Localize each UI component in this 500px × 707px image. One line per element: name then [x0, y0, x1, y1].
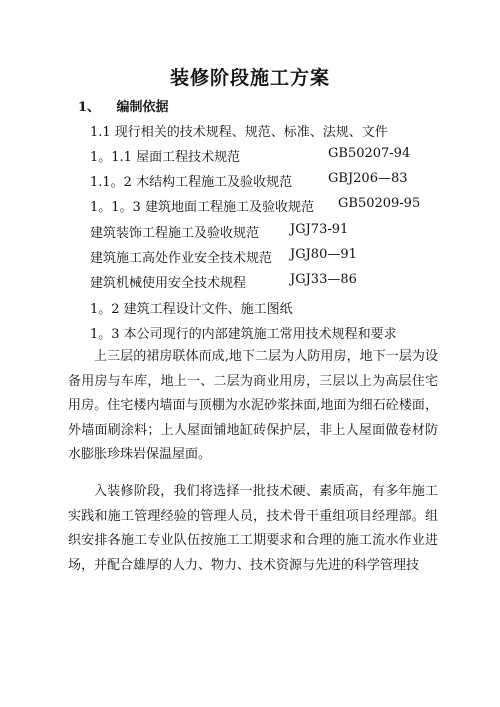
section-number: 1、 — [78, 100, 101, 115]
standard-code: GBJ206—83 — [328, 171, 408, 186]
standard-code: JGJ80—91 — [290, 247, 357, 262]
section-label: 编制依据 — [116, 100, 169, 115]
body-paragraph: 入装修阶段，我们将选择一批技术硬、素质高，有多年施工实践和施工管理经验的管理人员，技术骨干重组项目经理部。组织安排各施工专业队伍按施工工期要求和合理的施工流水作业进场，并配合雄厚的人力、物力、技术资源与先进的科学管理技 — [68, 484, 438, 573]
item-text: 建筑装饰工程施工及验收规范 — [90, 226, 260, 241]
body-paragraph: 上三层的裙房联体而成,地下二层为人防用房，地下一层为设备用房与车库，地上一、二层为商业用房，三层以上为高层住宅用房。住宅楼内墙面与顶棚为水泥砂浆抹面,地面为细石砼楼面，外墙面刷涂料；上人屋面铺地缸砖保护层，非上人屋面做卷材防水膨胀珍珠岩保温屋面。 — [68, 349, 438, 462]
item-text: 1.1。2 木结构工程施工及验收规范 — [90, 175, 293, 190]
standard-code: GB50209-95 — [338, 196, 421, 211]
list-item — [90, 222, 349, 241]
page-title: 装修阶段施工方案 — [169, 67, 330, 89]
item-text: 建筑机械使用安全技术规程 — [90, 276, 247, 291]
standard-code: GB50207-94 — [328, 146, 411, 161]
section-heading — [78, 96, 169, 115]
item-text: 1。1.1 屋面工程技术规范 — [90, 150, 241, 165]
item-text: 1。2 建筑工程设计文件、施工图纸 — [90, 302, 293, 317]
item-text: 1。3 本公司现行的内部建筑施工常用技术规程和要求 — [90, 327, 397, 342]
list-item — [90, 121, 388, 140]
list-item — [90, 298, 293, 317]
list-item — [90, 323, 397, 342]
list-item — [90, 171, 408, 190]
item-text: 1.1 现行相关的技术规程、规范、标准、法规、文件 — [90, 125, 388, 140]
list-item — [90, 196, 421, 215]
list-item — [90, 247, 357, 266]
list-item — [90, 272, 357, 291]
item-text: 1。1。3 建筑地面工程施工及验收规范 — [90, 200, 314, 215]
standard-code: JGJ33—86 — [290, 272, 357, 287]
list-item — [90, 146, 411, 165]
item-text: 建筑施工高处作业安全技术规范 — [90, 251, 273, 266]
standard-code: JGJ73-91 — [290, 222, 349, 237]
